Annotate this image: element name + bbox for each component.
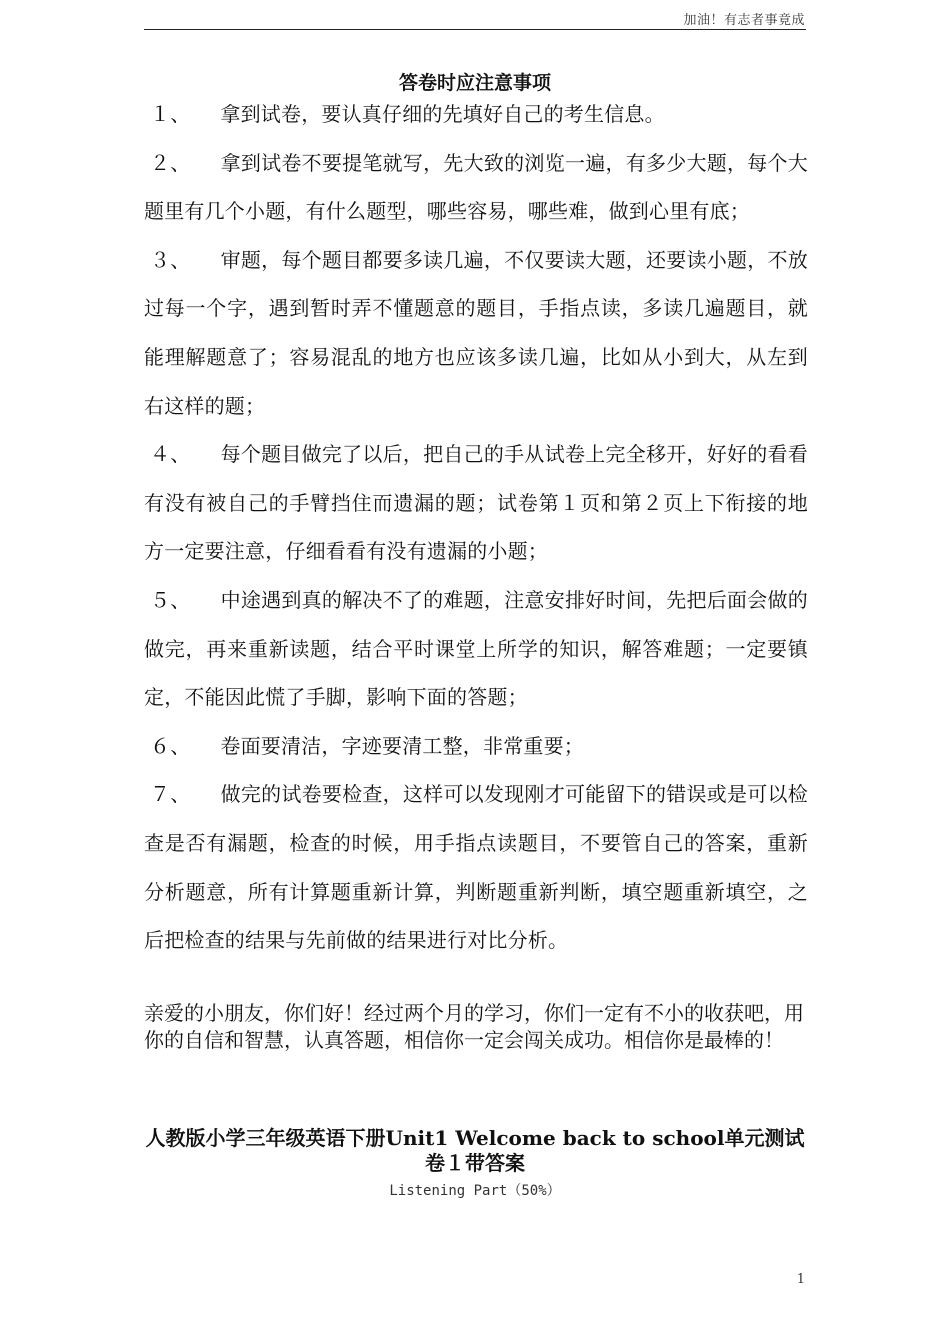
item-number: ４、 xyxy=(150,442,191,467)
intro-paragraph: 亲爱的小朋友，你们好！经过两个月的学习，你们一定有不小的收获吧，用你的自信和智慧，认真答题，相信你一定会闯关成功。相信你是最棒的！ xyxy=(144,1001,804,1052)
item-text: 做完的试卷要检查，这样可以发现刚才可能留下的错误或是可以检查是否有漏题，检查的时候，用手指点读题目，不要管自己的答案，重新分析题意，所有计算题重新计算，判断题重新判断，填空题重新填空，之后把检查的结果与先前做的结果进行对比分析。 xyxy=(144,782,808,953)
item-text: 拿到试卷，要认真仔细的先填好自己的考生信息。 xyxy=(220,102,665,126)
exam-subtitle: Listening Part（50%） xyxy=(389,1183,561,1199)
notice-item xyxy=(144,770,808,964)
page-header-text: 加油！有志者事竟成 xyxy=(683,13,805,28)
page-number: 1 xyxy=(796,1272,805,1287)
notice-item xyxy=(144,139,808,236)
item-text: 中途遇到真的解决不了的难题，注意安排好时间，先把后面会做的做完，再来重新读题，结合平时课堂上所学的知识，解答难题；一定要镇定，不能因此慌了手脚，影响下面的答题； xyxy=(144,587,808,710)
notice-list xyxy=(144,90,808,965)
header-rule xyxy=(144,29,806,30)
notice-item xyxy=(144,430,808,576)
item-number: ７、 xyxy=(150,782,191,807)
exam-title: 人教版小学三年级英语下册Unit1 Welcome back to school单元测试卷１带答案 xyxy=(145,1126,805,1175)
item-number: ３、 xyxy=(150,247,191,272)
notice-item xyxy=(144,236,808,430)
item-text: 审题，每个题目都要多读几遍，不仅要读大题，还要读小题，不放过每一个字，遇到暂时弄不懂题意的题目，手指点读，多读几遍题目，就能理解题意了；容易混乱的地方也应该多读几遍，比如从小到大，从左到右这样的题； xyxy=(144,247,808,418)
notice-item xyxy=(144,722,808,771)
notice-item xyxy=(144,576,808,722)
item-number: ５、 xyxy=(150,587,191,612)
item-number: ６、 xyxy=(150,733,191,758)
item-text: 每个题目做完了以后，把自己的手从试卷上完全移开，好好的看看有没有被自己的手臂挡住而遗漏的题；试卷第１页和第２页上下衔接的地方一定要注意，仔细看看有没有遗漏的小题； xyxy=(144,442,808,564)
item-text: 卷面要清洁，字迹要清工整，非常重要； xyxy=(220,733,585,758)
item-number: ２、 xyxy=(150,150,191,175)
notice-item xyxy=(144,90,808,139)
item-number: １、 xyxy=(150,102,191,126)
item-text: 拿到试卷不要提笔就写，先大致的浏览一遍，有多少大题，每个大题里有几个小题，有什么题型，哪些容易，哪些难，做到心里有底； xyxy=(144,150,808,224)
notice-title: 答卷时应注意事项 xyxy=(398,72,551,94)
